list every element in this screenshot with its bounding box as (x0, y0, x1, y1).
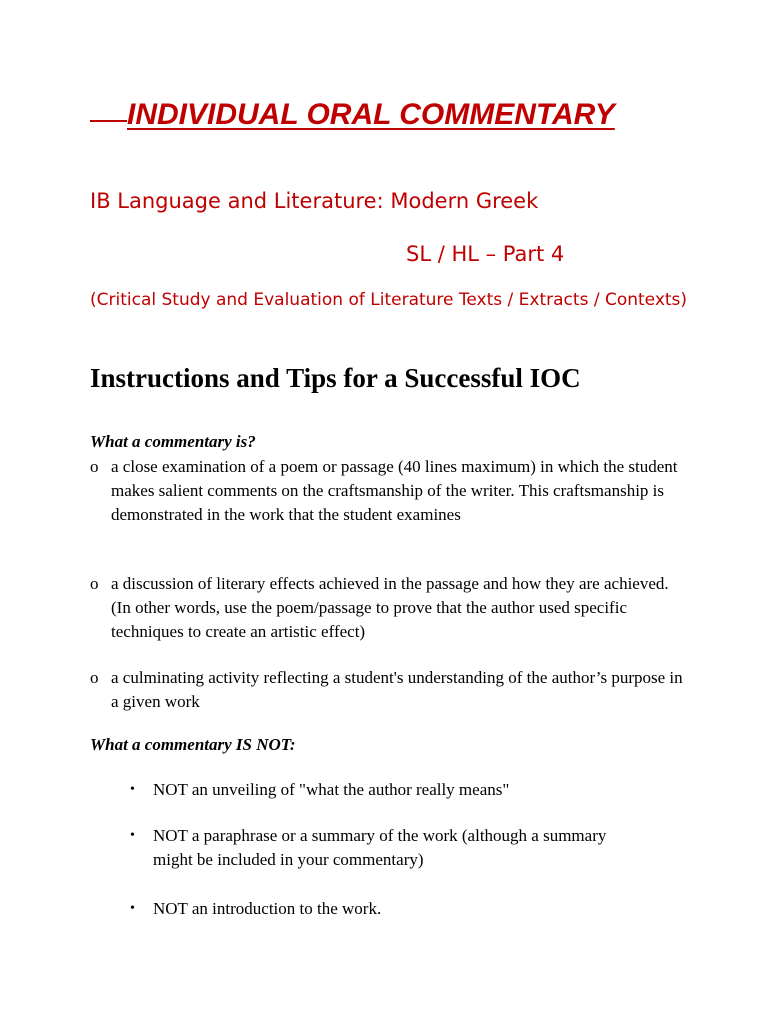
list-item (130, 824, 633, 872)
list-item-text: NOT a paraphrase or a summary of the work (although a summary might be included in your commentary) (153, 826, 607, 869)
bullet-icon: • (130, 828, 135, 843)
list-item (90, 666, 691, 714)
course-subtitle: IB Language and Literature: Modern Greek (90, 189, 539, 213)
bullet-icon: • (130, 782, 135, 797)
section-heading: Instructions and Tips for a Successful IOC (90, 363, 581, 393)
list-item (90, 455, 691, 527)
list-item-text: a close examination of a poem or passage (40 lines maximum) in which the student makes salient comments on the craftsmanship of the writer. This craftsmanship is demonstrated in the work that the student examines (111, 457, 678, 524)
list-marker: o (90, 574, 99, 593)
commentary-is-label: What a commentary is? (90, 432, 256, 451)
title-underline-lead (90, 92, 127, 122)
list-item (130, 897, 633, 921)
list-item-text: NOT an unveiling of "what the author really means" (153, 780, 510, 799)
list-item-text: a culminating activity reflecting a student's understanding of the author’s purpose in a given work (111, 668, 683, 711)
commentary-is-not-label: What a commentary IS NOT: (90, 735, 296, 754)
list-item (130, 778, 633, 802)
list-item (90, 572, 691, 644)
list-item-text: NOT an introduction to the work. (153, 899, 382, 918)
title-text: INDIVIDUAL ORAL COMMENTARY (127, 98, 615, 131)
bullet-icon: • (130, 901, 135, 916)
list-marker: o (90, 668, 99, 687)
document-title (90, 92, 710, 138)
scope-note: (Critical Study and Evaluation of Literature Texts / Extracts / Contexts) (90, 290, 688, 310)
list-marker: o (90, 457, 99, 476)
level-subtitle: SL / HL – Part 4 (406, 242, 565, 266)
list-item-text: a discussion of literary effects achieved in the passage and how they are achieved. (In other words, use the poem/passage to prove that the author used specific techniques to create an artistic effect) (111, 574, 669, 641)
